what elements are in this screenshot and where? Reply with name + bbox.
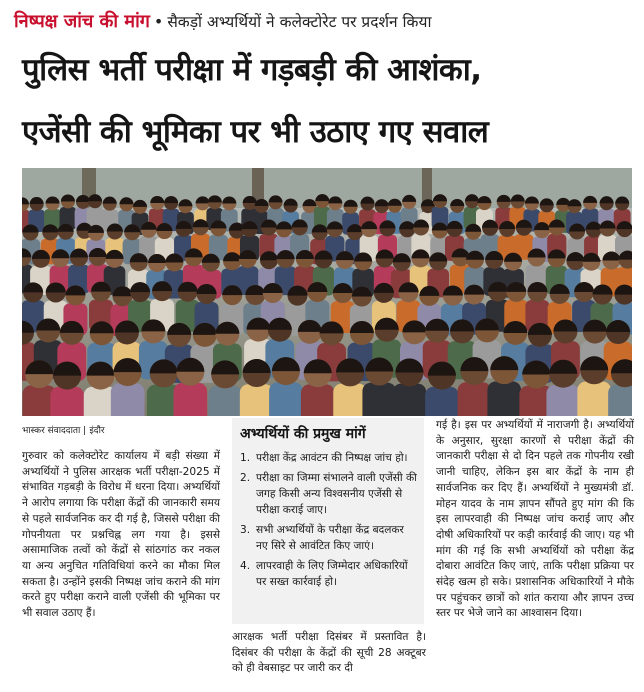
kicker-subtitle: सैकड़ों अभ्यर्थियों ने कलेक्टोरेट पर प्रदर्शन किया bbox=[167, 13, 432, 31]
person-body bbox=[393, 384, 427, 416]
person-body bbox=[50, 387, 84, 416]
person-body bbox=[458, 382, 492, 416]
person-body bbox=[240, 384, 274, 416]
byline bbox=[22, 423, 105, 436]
demands-list bbox=[240, 450, 418, 594]
person-body bbox=[546, 385, 580, 416]
kicker-label: निष्पक्ष जांच की मांग bbox=[14, 11, 150, 32]
person-body bbox=[269, 382, 303, 416]
demand-item: 1. परीक्षा केंद्र आवंटन की निष्पक्ष जांच हो। bbox=[240, 452, 408, 464]
person-body bbox=[333, 384, 367, 416]
separator-icon bbox=[84, 426, 85, 435]
person-body bbox=[362, 383, 396, 416]
reporter-name: भास्कर संवाददाता bbox=[22, 426, 81, 436]
person-body bbox=[425, 387, 459, 416]
person-body bbox=[487, 381, 521, 416]
person-body bbox=[174, 383, 208, 416]
person-body bbox=[208, 386, 242, 416]
demand-item: 2. परीक्षा का जिम्मा संभालने वाली एजेंसी की जगह किसी अन्य विश्वसनीय एजेंसी से परीक्षा कराई जाए। bbox=[240, 472, 417, 516]
demand-item: 3. सभी अभ्यर्थियों के परीक्षा केंद्र बदलकर नए सिरे से आवंटित किए जाएं। bbox=[240, 524, 404, 552]
article-column-1: गुरुवार को कलेक्टोरेट कार्यालय में बड़ी संख्या में अभ्यर्थियों ने पुलिस आरक्षक भर्ती परीक्षा-2025 में संभावित गड़बड़ी के विरोध में धरना दिया। अभ्यर्थियों ने आरोप लगाया कि परीक्षा केंद्रों की जानकारी समय से पहले सार्वजनिक कर दी गई है, जिससे परीक्षा की गोपनीयता पर प्रश्नचिह्न लग गया है। इससे असामाजिक तत्वों को केंद्रों से सांठगांठ कर नकल या अन्य अनुचित गतिविधियां करने का मौका मिल सकता है। उन्होंने इसकी निष्पक्ष जांच कराने की मांग करते हुए परीक्षा कराने वाली एजेंसी की भूमिका पर भी सवाल उठाए हैं। bbox=[22, 450, 220, 620]
demands-title: अभ्यर्थियों की प्रमुख मांगें bbox=[240, 426, 366, 442]
demand-item: 4. लापरवाही के लिए जिम्मेदार अधिकारियों पर सख्त कार्रवाई हो। bbox=[240, 560, 408, 588]
person-body bbox=[301, 384, 335, 416]
article-column-2: आरक्षक भर्ती परीक्षा दिसंबर में प्रस्तावित है। दिसंबर की परीक्षा के केंद्रों की सूची 28 अक्टूबर को ही वेबसाइट पर जारी कर दी bbox=[232, 631, 426, 675]
headline-line-1: पुलिस भर्ती परीक्षा में गड़बड़ी की आशंका, bbox=[22, 52, 482, 88]
person-body bbox=[577, 381, 611, 416]
person-body bbox=[111, 383, 145, 416]
kicker-line bbox=[14, 8, 634, 34]
bullet-dot-icon: • bbox=[153, 11, 164, 31]
protest-photo bbox=[22, 168, 632, 416]
article-column-3: गई है। इस पर अभ्यर्थियों में नाराजगी है। अभ्यर्थियों के अनुसार, सुरक्षा कारणों से परीक्षा केंद्रों की जानकारी परीक्षा से दो दिन पहले तक गोपनीय रखी जानी चाहिए, लेकिन इस बार केंद्रों के नाम ही सार्वजनिक कर दिए हैं। अभ्यर्थियों ने मुख्यमंत्री डॉ. मोहन यादव के नाम ज्ञापन सौंपते हुए मांग की कि इस लापरवाही की निष्पक्ष जांच कराई जाए और दोषी अधिकारियों पर कड़ी कार्रवाई की जाए। यह भी मांग की गई कि सभी अभ्यर्थियों को परीक्षा केंद्र दोबारा आवंटित किए जाएं, ताकि परीक्षा प्रक्रिया पर संदेह खत्म हो सके। प्रशासनिक अधिकारियों ने मौके पर पहुंचकर छात्रों को शांत कराया और ज्ञापन उच्च स्तर पर भेजे जाने का आश्वासन दिया। bbox=[436, 419, 634, 620]
demands-box bbox=[232, 418, 424, 624]
dateline-city: इंदौर bbox=[89, 426, 105, 436]
headline-line-2: एजेंसी की भूमिका पर भी उठाए गए सवाल bbox=[22, 114, 489, 150]
person-body bbox=[608, 384, 632, 416]
